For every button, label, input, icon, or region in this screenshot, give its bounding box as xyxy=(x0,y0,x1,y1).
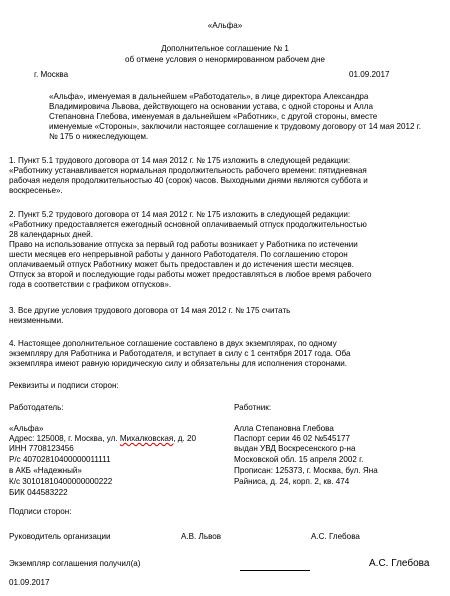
employer-account: Р/с 40702810400000011111 xyxy=(9,455,111,464)
document-title: Дополнительное соглашение № 1 xyxy=(161,44,289,53)
clause-line: Право на использование отпуска за первый год работы возникает у Работника по истечении xyxy=(9,240,358,249)
clause-1 xyxy=(9,156,441,196)
clause-line: 2. Пункт 5.2 трудового договора от 14 мая 2012 г. № 175 изложить в следующей редакции: xyxy=(9,210,351,219)
clause-3 xyxy=(9,306,441,326)
clause-line: «Работнику предоставляется ежегодный основной оплачиваемый отпуск продолжительностью xyxy=(9,220,367,229)
signatures-heading: Подписи сторон: xyxy=(9,507,72,516)
clause-4 xyxy=(9,339,441,369)
preamble-line: именуемые «Стороны», заключили настоящее соглашение к трудовому договору от 14 мая 2012 г. xyxy=(49,122,421,131)
employee-line: Алла Степановна Глебова xyxy=(234,424,334,433)
document-subtitle: об отмене условия о ненормированном рабочем дне xyxy=(125,55,325,64)
clause-line: 1. Пункт 5.1 трудового договора от 14 мая 2012 г. № 175 изложить в следующей редакции: xyxy=(9,156,351,165)
employee-line: Паспорт серии 46 02 №545177 xyxy=(234,434,351,443)
employer-bank: в АКБ «Надежный» xyxy=(9,466,82,475)
employee-line: Прописан: 125373, г. Москва, бул. Яна xyxy=(234,466,378,475)
employer-address xyxy=(9,434,196,444)
company-name: «Альфа» xyxy=(207,21,243,30)
clause-line: рабочая неделя продолжительностью 40 (сорок) часов. Выходными днями являются суббота и xyxy=(9,176,368,185)
clause-line: воскресенье». xyxy=(9,186,63,195)
document-date: 01.09.2017 xyxy=(349,70,390,79)
city: г. Москва xyxy=(34,70,69,79)
employer-heading: Работодатель: xyxy=(9,403,64,412)
clause-line: года в соответствии с графиком отпусков». xyxy=(9,280,172,289)
copy-received-label: Экземпляр соглашения получил(а) xyxy=(9,559,141,568)
employer-name: «Альфа» xyxy=(9,424,44,433)
employer-bik: БИК 044583222 xyxy=(9,488,68,497)
clause-line: неизменными. xyxy=(9,316,64,325)
employee-handwritten-name: А.С. Глебова xyxy=(369,558,430,569)
employee-line: Московской обл. 15 апреля 2002 г. xyxy=(234,455,364,464)
org-head-label: Руководитель организации xyxy=(9,532,111,541)
clause-line: 3. Все другие условия трудового договора от 14 мая 2012 г. № 175 считать xyxy=(9,306,291,315)
address-suffix: , д. 20 xyxy=(173,434,197,443)
address-street: Михалковская xyxy=(119,434,174,443)
employee-heading: Работник: xyxy=(234,403,272,412)
clause-line: «Работнику устанавливается нормальная продолжительность рабочего времени: пятидневная xyxy=(9,166,367,175)
preamble-line: Степановна Глебова, именуемая в дальнейшем «Работник», с другой стороны, вместе xyxy=(49,112,378,121)
employer-signatory: А.В. Львов xyxy=(181,532,222,541)
clause-line: 4. Настоящее дополнительное соглашение составлено в двух экземплярах, по одному xyxy=(9,339,337,348)
requisites-heading: Реквизиты и подписи сторон: xyxy=(9,381,119,390)
preamble xyxy=(9,92,441,142)
clause-line: экземпляра имеют равную юридическую силу и обязательны для исполнения сторонами. xyxy=(9,359,348,368)
employee-signatory: А.С. Глебова xyxy=(311,532,360,541)
signature-line xyxy=(240,570,310,571)
preamble-line: Владимировича Львова, действующего на основании устава, с одной стороны и Алла xyxy=(49,102,373,111)
clause-line: оплачиваемый отпуск Работнику может быть предоставлен и до истечения шести месяцев. xyxy=(9,260,354,269)
preamble-line: № 175 о нижеследующем. xyxy=(49,132,149,141)
clause-line: Отпуск за второй и последующие годы работы может предоставляться в любое время рабочего xyxy=(9,270,372,279)
employee-line: Райниса, д. 24, корп. 2, кв. 474 xyxy=(234,477,350,486)
clause-line: шести месяцев его непрерывной работы у данного Работодателя. По соглашению сторон xyxy=(9,250,348,259)
copy-received-date: 01.09.2017 xyxy=(9,578,50,587)
clause-line: 28 календарных дней. xyxy=(9,230,93,239)
clause-line: экземпляру для Работника и Работодателя, и вступает в силу с 1 сентября 2017 года. Оба xyxy=(9,349,351,358)
clause-2 xyxy=(9,210,441,290)
preamble-line: «Альфа», именуемая в дальнейшем «Работодатель», в лице директора Александра xyxy=(49,92,369,101)
address-prefix: Адрес: 125008, г. Москва, ул. xyxy=(9,434,120,443)
employer-inn: ИНН 7708123456 xyxy=(9,444,74,453)
employer-corr-account: К/с 30101810400000000222 xyxy=(9,477,113,486)
employee-line: выдан УВД Воскресенского р-на xyxy=(234,444,356,453)
